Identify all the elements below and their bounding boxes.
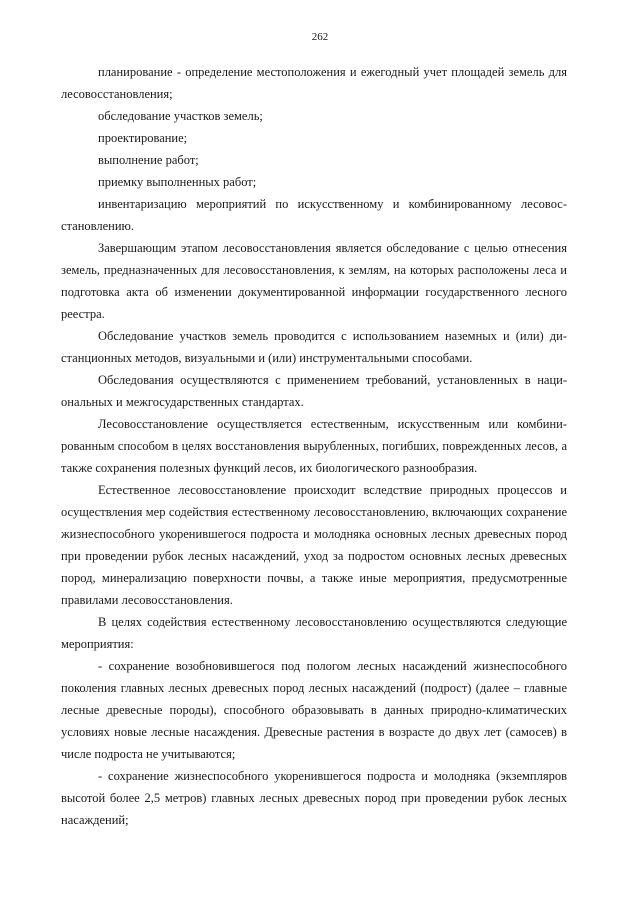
paragraph-land-survey: обследование участков земель; <box>98 109 263 123</box>
paragraph-reforestation-methods: Лесовосстановление осуществляется естественным, искусственным или комбинированным способом в целях восстановления вырубленных, погибших, поврежденных лесов, а также сохранения полезных функций лесов, их биологического разнообразия. <box>61 417 567 475</box>
paragraph-natural-reforestation: Естественное лесовосстановление происходит вследствие природных процессов и осуществления мер содействия естественному лесовосстановлению, включающих сохранение жизнеспособного укоренившегося подроста и молодняка основных лесных древесных пород при проведении рубок лесных насаждений, уход за подростом основных лесных древесных пород, минерализацию поверхности почвы, а также иные мероприятия, предусмотренные правилами лесовосстановления. <box>61 483 567 607</box>
paragraph-young-growth-preservation: - сохранение жизнеспособного укоренившегося подроста и молодняка (экземпляров высотой более 2,5 метров) главных лесных древесных пород при проведении рубок лесных насаждений; <box>61 769 567 827</box>
paragraph-design: проектирование; <box>98 131 188 145</box>
page-number: 262 <box>311 31 329 43</box>
paragraph-inventory: инвентаризацию мероприятий по искусственному и комбинированному лесовосстановлению. <box>61 197 567 233</box>
paragraph-standards: Обследования осуществляются с применением требований, установленных в национальных и межгосударственных стандартах. <box>61 373 567 409</box>
paragraph-acceptance: приемку выполненных работ; <box>98 175 257 189</box>
document-body <box>61 61 567 831</box>
paragraph-survey-methods: Обследование участков земель проводится с использованием наземных и (или) дистанционных методов, визуальными и (или) инструментальными способами. <box>61 329 567 365</box>
paragraph-assistance-intro: В целях содействия естественному лесовосстановлению осуществляются следующие мероприятия: <box>61 615 567 651</box>
paragraph-planning: планирование - определение местоположения и ежегодный учет площадей земель для лесовосстановления; <box>61 65 567 101</box>
paragraph-execution: выполнение работ; <box>98 153 199 167</box>
paragraph-undergrowth-preservation: - сохранение возобновившегося под пологом лесных насаждений жизнеспособного поколения главных лесных древесных пород лесных насаждений (подрост) (далее – главные лесные древесные породы), способного образовывать в данных природно-климатических условиях новые лесные насаждения. Древесные растения в возрасте до двух лет (самосев) в числе подроста не учитываются; <box>61 659 567 761</box>
paragraph-final-stage: Завершающим этапом лесовосстановления является обследование с целью отнесения земель, предназначенных для лесовосстановления, к землям, на которых расположены леса и подготовка акта об изменении документированной информации государственного лесного реестра. <box>61 241 567 321</box>
